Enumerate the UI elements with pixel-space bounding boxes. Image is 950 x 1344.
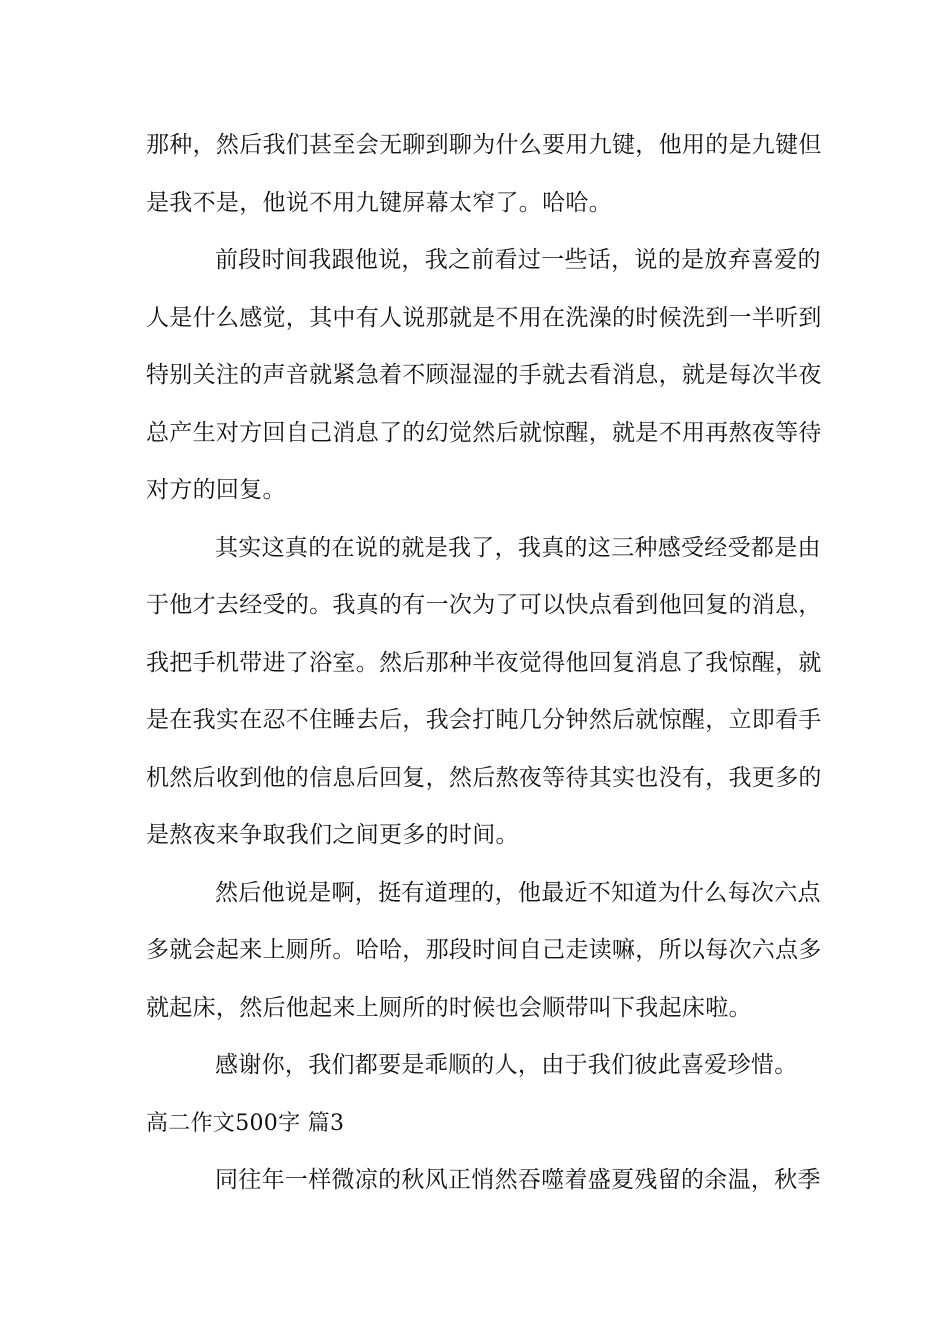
text-line: 前段时间我跟他说，我之前看过一些话，说的是放弃喜爱的 [215, 247, 821, 273]
text-line: 我把手机带进了浴室。然后那种半夜觉得他回复消息了我惊醒，就 [146, 649, 822, 676]
text-line: 人是什么感觉，其中有人说那就是不用在洗澡的时候洗到一半听到 [146, 304, 822, 331]
paragraph-4 [146, 865, 822, 1038]
document-body [146, 117, 822, 1210]
text-line: 就起床，然后他起来上厕所的时候也会顺带叫下我起床啦。 [146, 994, 752, 1021]
text-line: 对方的回复。 [146, 477, 286, 503]
text-line: 多就会起来上厕所。哈哈，那段时间自己走读嘛，所以每次六点多 [146, 937, 822, 963]
text-line: 机然后收到他的信息后回复，然后熬夜等待其实也没有，我更多的 [146, 764, 822, 791]
paragraph-1 [146, 117, 822, 232]
text-line: 于他才去经受的。我真的有一次为了可以快点看到他回复的消息， [146, 592, 822, 618]
paragraph-6 [146, 1152, 821, 1210]
section-heading: 高二作文500字 篇3 [146, 1110, 345, 1136]
text-line: 是熬夜来争取我们之间更多的时间。 [146, 822, 519, 848]
text-line: 特别关注的声音就紧急着不顾湿湿的手就去看消息，就是每次半夜 [146, 362, 822, 388]
text-line: 那种，然后我们甚至会无聊到聊为什么要用九键，他用的是九键但 [146, 132, 822, 158]
paragraph-3 [146, 520, 822, 865]
paragraph-2 [146, 232, 822, 520]
paragraph-5 [146, 1037, 816, 1095]
text-line: 同往年一样微凉的秋风正悄然吞噬着盛夏残留的余温，秋季 [215, 1167, 821, 1193]
text-line: 是在我实在忍不住睡去后，我会打盹几分钟然后就惊醒，立即看手 [146, 707, 822, 733]
text-line: 其实这真的在说的就是我了，我真的这三种感受经受都是由 [215, 534, 821, 561]
text-line: 感谢你，我们都要是乖顺的人，由于我们彼此喜爱珍惜。 [215, 1052, 798, 1078]
text-line: 是我不是，他说不用九键屏幕太窄了。哈哈。 [146, 189, 612, 216]
text-line: 然后他说是啊，挺有道理的，他最近不知道为什么每次六点 [215, 879, 821, 906]
text-line: 总产生对方回自己消息了的幻觉然后就惊醒，就是不用再熬夜等待 [146, 419, 822, 446]
